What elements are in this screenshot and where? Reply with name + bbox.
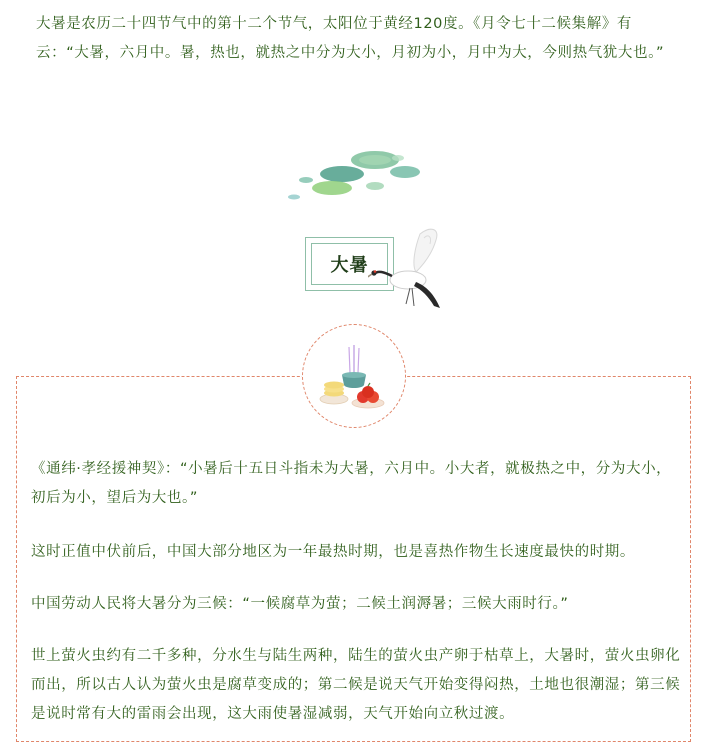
intro-paragraph: 大暑是农历二十四节气中的第十二个节气，太阳位于黄经120度。《月令七十二候集解》有云：“大暑，六月中。暑，热也，就热之中分为大小，月初为小，月中为大，今则热气犹大也。” xyxy=(36,16,665,61)
lotus-leaves-icon xyxy=(280,148,430,206)
crane-icon xyxy=(368,224,450,316)
paragraph-1: 《通纬·孝经援神契》：“小暑后十五日斗指未为大暑，六月中。小大者，就极热之中，分为大小，初后为小，望后为大也。” xyxy=(31,461,672,506)
paragraph-3: 中国劳动人民将大暑分为三候：“一候腐草为萤；二候土润溽暑；三候大雨时行。” xyxy=(31,596,569,612)
paragraph-4: 世上萤火虫约有二千多种，分水生与陆生两种，陆生的萤火虫产卵于枯草上，大暑时，萤火虫卵化而出，所以古人认为萤火虫是腐草变成的；第二候是说天气开始变得闷热，土地也很潮湿；第三候是说时常有大的雷雨会出现，这大雨使暑湿减弱，天气开始向立秋过渡。 xyxy=(31,648,681,722)
paragraph-2: 这时正值中伏前后，中国大部分地区为一年最热时期，也是喜热作物生长速度最快的时期。 xyxy=(31,544,635,560)
offering-icon xyxy=(318,343,390,411)
page-title: 大暑 xyxy=(311,243,388,285)
